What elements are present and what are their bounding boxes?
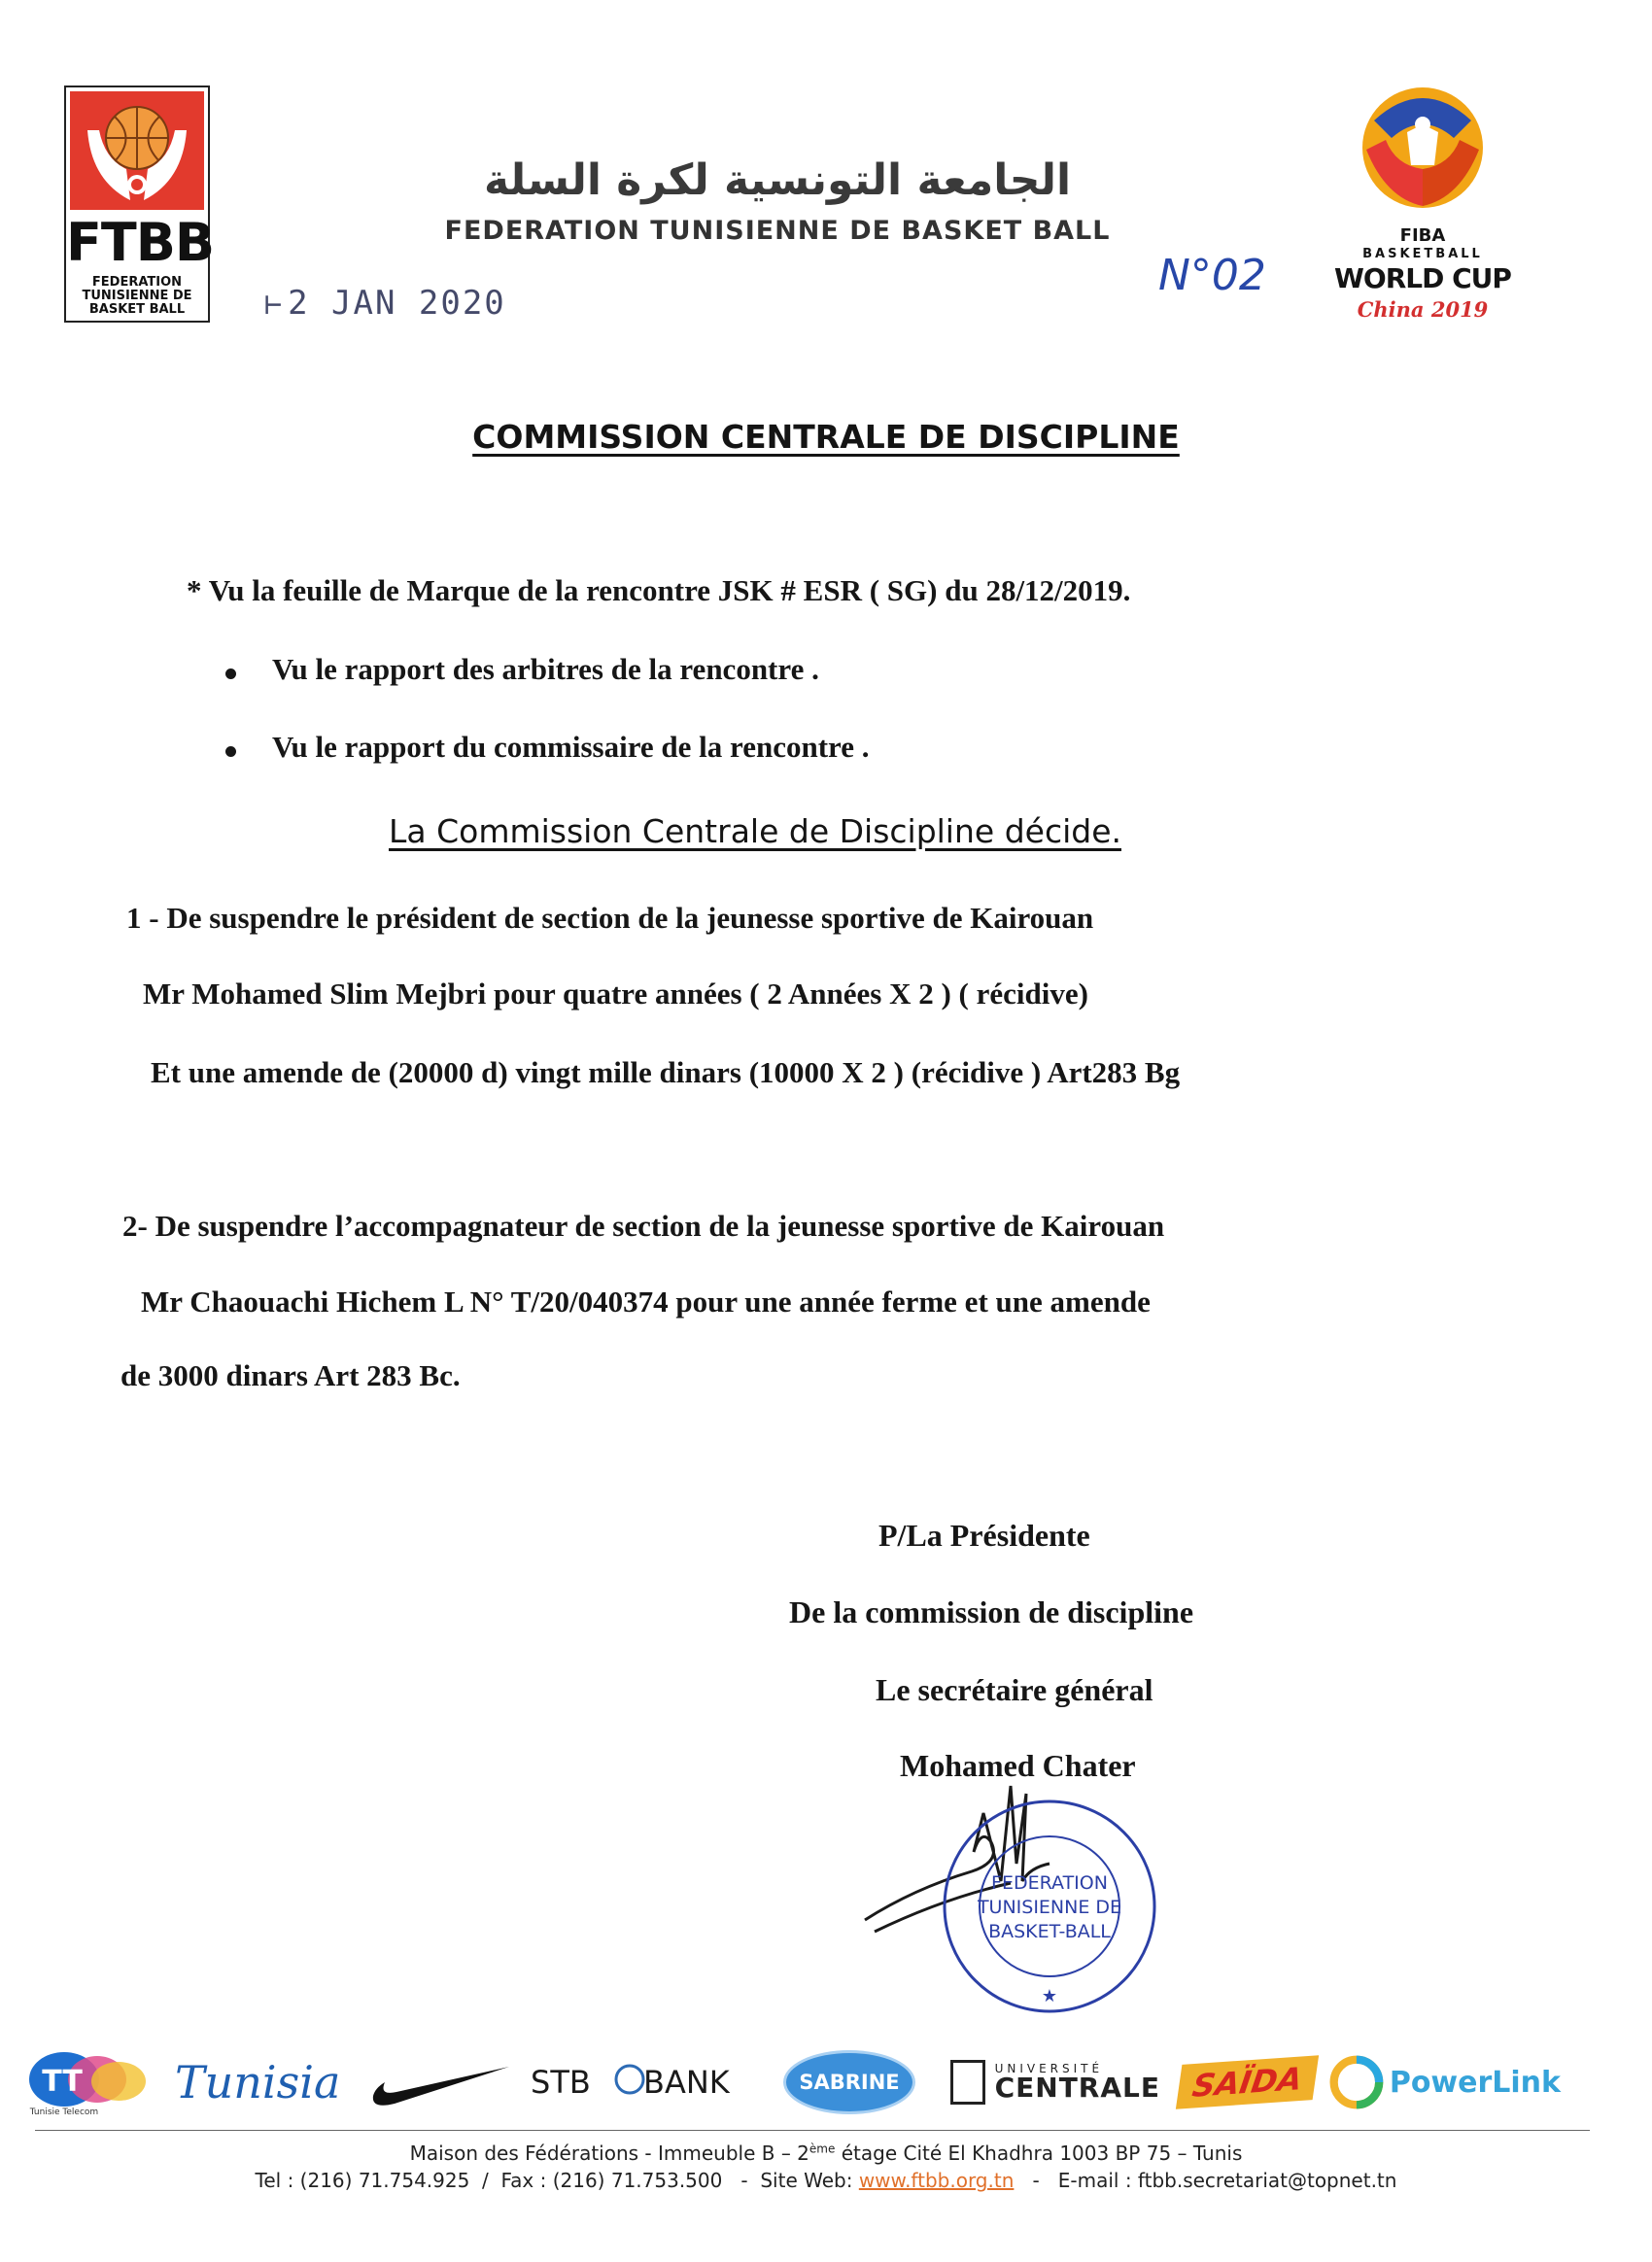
tt-label: TT: [42, 2065, 83, 2099]
consideration-score-sheet: * Vu la feuille de Marque de la rencontre JSK # ESR ( SG) du 28/12/2019.: [187, 573, 1131, 607]
ftbb-logo: [64, 86, 215, 323]
reference-number: N°02: [1158, 251, 1266, 300]
decision-heading: [0, 812, 1652, 850]
stb-emblem-icon: [614, 2064, 645, 2095]
world-cup-label: WORLD CUP: [1334, 262, 1511, 294]
ftbb-logo-line: TUNISIENNE DE: [82, 289, 192, 303]
document-title: COMMISSION CENTRALE DE DISCIPLINE: [472, 418, 1180, 456]
sabrine-oval: [783, 2050, 915, 2114]
tunisie-telecom-icon: [25, 2048, 157, 2116]
address-text: Maison des Fédérations - Immeuble B – 2: [409, 2142, 809, 2165]
centrale-label: CENTRALE: [994, 2072, 1160, 2104]
decision-2-line: de 3000 dinars Art 283 Bc.: [120, 1358, 461, 1392]
seal-text: FEDERATION: [991, 1872, 1108, 1894]
fiba-label: FIBA: [1399, 225, 1446, 246]
saida-badge: [1176, 2055, 1319, 2109]
sponsor-nike-logo: [367, 2048, 513, 2116]
ftbb-logo-line: BASKET BALL: [88, 302, 186, 317]
basketball-hands-icon: [70, 91, 204, 210]
footer-contact: [0, 2169, 1652, 2192]
ftbb-logo-acronym: FTBB: [66, 212, 215, 273]
address-superscript: ème: [809, 2142, 836, 2156]
date-stamp-text: 2 JAN 2020: [288, 284, 506, 323]
ftbb-logo-emblem: [70, 91, 204, 210]
seal-text: TUNISIENNE DE: [977, 1897, 1122, 1918]
bullet-icon: [225, 668, 236, 679]
stamp-mark-icon: ⊢: [264, 288, 285, 322]
fiba-world-cup-logo: [1331, 82, 1514, 334]
decision-heading-text: La Commission Centrale de Discipline décide.: [388, 812, 1121, 850]
signatory-commission: De la commission de discipline: [789, 1594, 1194, 1629]
official-seal-and-signature: [855, 1774, 1205, 2027]
decision-1-line: Mr Mohamed Slim Mejbri pour quatre années ( 2 Années X 2 ) ( récidive): [143, 977, 1088, 1011]
contact-text: Tel : (216) 71.754.925 / Fax : (216) 71.753.500 - Site Web:: [255, 2169, 859, 2192]
federation-name-arabic: الجامعة التونسية لكرة السلة: [483, 155, 1072, 205]
sabrine-label: SABRINE: [799, 2071, 900, 2094]
website-link[interactable]: www.ftbb.org.tn: [858, 2169, 1015, 2192]
email-text: - E-mail : ftbb.secretariat@topnet.tn: [1014, 2169, 1397, 2192]
footer-address: [0, 2142, 1652, 2165]
basketball-label: BASKETBALL: [1362, 247, 1483, 261]
address-text: étage Cité El Khadhra 1003 BP 75 – Tunis: [835, 2142, 1243, 2165]
powerlink-ring-icon: [1327, 2047, 1386, 2117]
sponsor-tunisia-logo: [175, 2048, 340, 2116]
sponsor-powerlink-logo: [1327, 2048, 1561, 2116]
signatory-role: P/La Présidente: [878, 1518, 1090, 1553]
footer-divider: [35, 2130, 1590, 2131]
world-cup-emblem-icon: [1357, 82, 1489, 214]
bullet-icon: [225, 746, 236, 757]
nike-swoosh-icon: [367, 2053, 513, 2111]
saida-label: SAÏDA: [1189, 2060, 1305, 2105]
universite-caption: UNIVERSITÉ: [994, 2062, 1104, 2075]
universite-emblem-icon: [950, 2060, 985, 2105]
consideration-referees-report: Vu le rapport des arbitres de la rencontre .: [272, 652, 819, 686]
tunisia-label: Tunisia: [175, 2056, 341, 2108]
sponsor-sabrine-logo: [783, 2048, 915, 2116]
seal-star-icon: ★: [1041, 1986, 1058, 2006]
sponsor-tunisie-telecom-logo: [25, 2048, 157, 2116]
decision-1-line: Et une amende de (20000 d) vingt mille dinars (10000 X 2 ) (récidive ) Art283 Bg: [151, 1055, 1181, 1089]
signatory-title: Le secrétaire général: [876, 1672, 1153, 1707]
date-stamp: [264, 284, 506, 323]
china-2019-label: China 2019: [1357, 297, 1489, 322]
stb-bank-label: STB BANK: [531, 2064, 730, 2101]
seal-text: BASKET-BALL: [988, 1921, 1111, 1942]
sponsor-saida-logo: [1180, 2048, 1305, 2116]
tt-caption: Tunisie Telecom: [29, 2108, 99, 2116]
sponsor-stb-bank-logo: [531, 2048, 764, 2116]
decision-2-line: Mr Chaouachi Hichem L N° T/20/040374 pour une année ferme et une amende: [141, 1285, 1151, 1319]
powerlink-label: PowerLink: [1389, 2065, 1561, 2100]
federation-name-french: FEDERATION TUNISIENNE DE BASKET BALL: [444, 216, 1111, 246]
decision-1-line: 1 - De suspendre le président de section de la jeunesse sportive de Kairouan: [126, 901, 1094, 935]
consideration-commissioner-report: Vu le rapport du commissaire de la rencontre .: [272, 730, 870, 764]
signatory-name: Mohamed Chater: [900, 1748, 1136, 1783]
sponsor-universite-centrale-logo: [950, 2048, 1160, 2116]
ftbb-logo-line: FEDERATION: [91, 275, 183, 290]
decision-2-line: 2- De suspendre l’accompagnateur de section de la jeunesse sportive de Kairouan: [122, 1209, 1165, 1243]
